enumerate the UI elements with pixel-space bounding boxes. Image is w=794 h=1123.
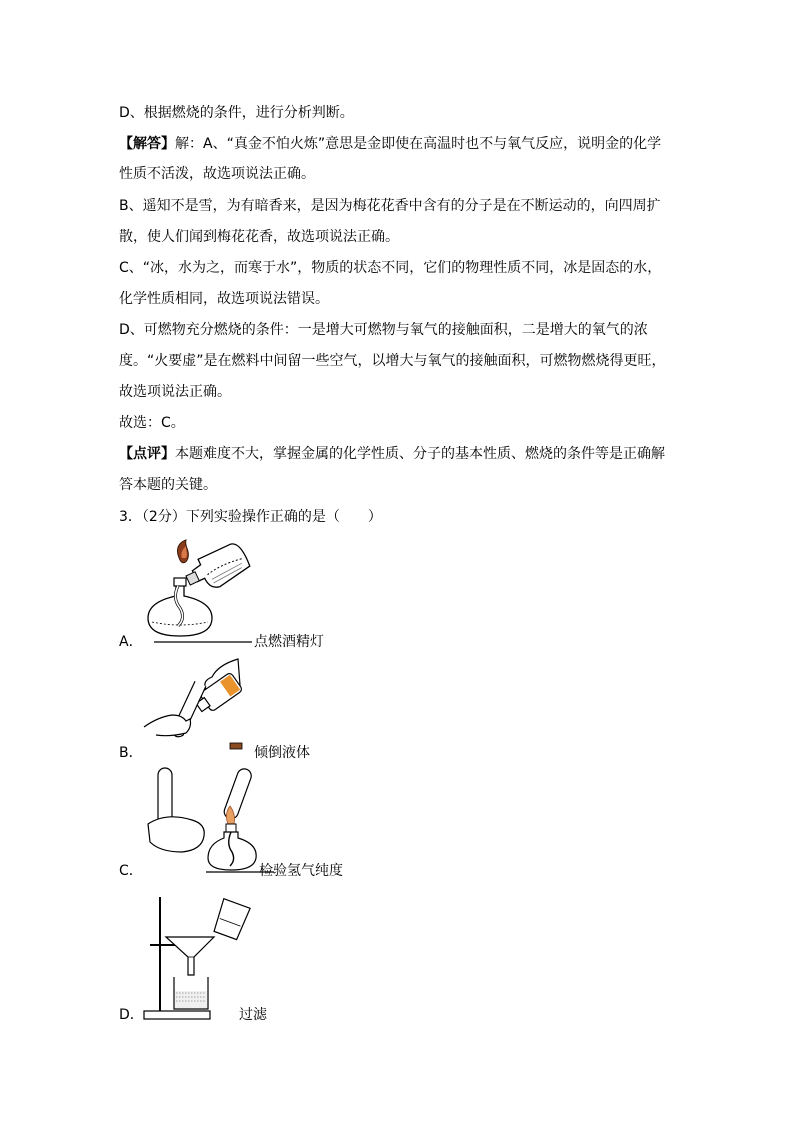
review-line-1 bbox=[119, 444, 665, 464]
alcohol-lamp-lighting-illustration bbox=[142, 538, 260, 646]
option-c-letter: C． bbox=[119, 863, 143, 879]
option-c-explanation-2: 化学性质相同，故选项说法错误。 bbox=[119, 291, 329, 307]
answer-line-1 bbox=[119, 134, 661, 154]
option-b-caption: 倾倒液体 bbox=[254, 745, 310, 761]
answer-tag: 【解答】 bbox=[119, 136, 175, 152]
filtration-illustration bbox=[142, 893, 252, 1023]
question-stem: 3．（2分）下列实验操作正确的是（ ） bbox=[119, 509, 382, 525]
review-text-1: 本题难度不大，掌握金属的化学性质、分子的基本性质、燃烧的条件等是正确解 bbox=[175, 446, 665, 462]
option-a-letter: A． bbox=[119, 634, 143, 650]
review-tag: 【点评】 bbox=[119, 446, 175, 462]
option-c-explanation-1: C、“冰，水为之，而寒于水”，物质的状态不同，它们的物理性质不同，冰是固态的水， bbox=[119, 260, 662, 276]
option-a-caption: 点燃酒精灯 bbox=[254, 634, 324, 650]
review-line-2: 答本题的关键。 bbox=[119, 477, 217, 493]
hydrogen-purity-test-illustration bbox=[146, 766, 276, 876]
option-d-explanation-2: 度。“火要虚”是在燃料中间留一些空气，以增大与氧气的接触面积，可燃物燃烧得更旺， bbox=[119, 353, 666, 369]
option-d-explanation-1: D、可燃物充分燃烧的条件：一是增大可燃物与氧气的接触面积，二是增大的氧气的浓 bbox=[119, 322, 648, 338]
option-b-explanation-1: B、遥知不是雪，为有暗香来，是因为梅花花香中含有的分子是在不断运动的，向四周扩 bbox=[119, 198, 661, 214]
final-choice: 故选：C。 bbox=[119, 415, 185, 431]
option-d-explanation-3: 故选项说法正确。 bbox=[119, 384, 231, 400]
option-b-explanation-2: 散，使人们闻到梅花花香，故选项说法正确。 bbox=[119, 229, 399, 245]
option-b-letter: B． bbox=[119, 745, 143, 761]
pouring-liquid-illustration bbox=[142, 655, 260, 751]
option-d-letter: D． bbox=[119, 1007, 144, 1023]
answer-text-1: 解：A、“真金不怕火炼”意思是金即使在高温时也不与氧气反应，说明金的化学 bbox=[175, 136, 662, 152]
option-d-caption: 过滤 bbox=[239, 1007, 267, 1023]
explanation-d-analysis: D、根据燃烧的条件，进行分析判断。 bbox=[119, 105, 354, 121]
answer-line-2: 性质不活泼，故选项说法正确。 bbox=[119, 166, 315, 182]
option-c-caption: 检验氢气纯度 bbox=[259, 863, 343, 879]
